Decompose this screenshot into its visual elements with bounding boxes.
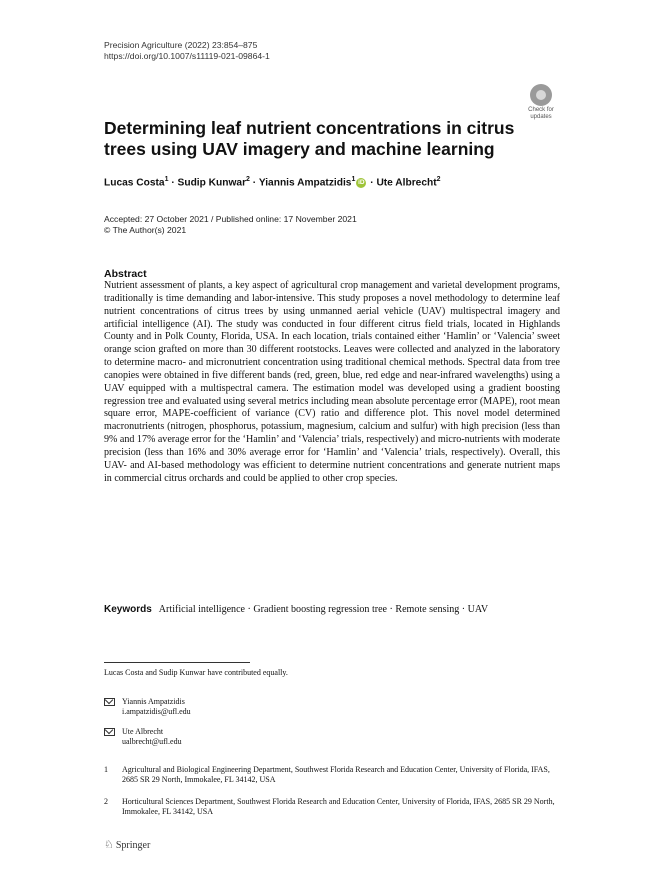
author-affiliation-mark: 2: [436, 176, 441, 183]
envelope-icon: [104, 698, 115, 706]
badge-label-1: Check for: [528, 107, 554, 113]
author-name[interactable]: Lucas Costa: [104, 177, 165, 189]
contact-email[interactable]: i.ampatzidis@ufl.edu: [122, 707, 191, 716]
author-affiliation-mark: 1: [164, 176, 169, 183]
contribution-note: Lucas Costa and Sudip Kunwar have contributed equally.: [104, 668, 288, 677]
author-list: [104, 176, 441, 188]
affiliation-number: 2: [104, 797, 108, 806]
contact-name: Ute Albrecht: [122, 727, 164, 736]
contact-email[interactable]: ualbrecht@ufl.edu: [122, 737, 182, 746]
author-name[interactable]: Ute Albrecht: [376, 177, 437, 189]
check-for-updates-icon: [530, 84, 552, 106]
keywords-label: Keywords: [104, 604, 152, 615]
journal-citation: [104, 40, 270, 62]
affiliation-entry: [104, 797, 560, 817]
doi-link[interactable]: https://doi.org/10.1007/s11119-021-09864-1: [104, 51, 270, 61]
author-affiliation-mark: 1: [351, 176, 356, 183]
author-name[interactable]: Sudip Kunwar: [177, 177, 247, 189]
copyright-line: © The Author(s) 2021: [104, 225, 187, 235]
keywords-section: [104, 604, 560, 617]
contact-name: Yiannis Ampatzidis: [122, 697, 185, 706]
affiliation-number: 1: [104, 765, 108, 774]
contact-entry: [104, 727, 560, 747]
orcid-icon[interactable]: iD: [358, 178, 365, 186]
accepted-published-line: Accepted: 27 October 2021 / Published online: 17 November 2021: [104, 214, 357, 224]
affiliation-entry: [104, 765, 560, 785]
envelope-icon: [104, 728, 115, 736]
publication-dates: [104, 214, 357, 236]
keywords-list: Artificial intelligence · Gradient boosting regression tree · Remote sensing · UAV: [158, 604, 489, 615]
journal-line: Precision Agriculture (2022) 23:854–875: [104, 40, 258, 50]
author-separator: ·: [249, 177, 259, 189]
affiliation-text: Horticultural Sciences Department, Southwest Florida Research and Education Center, University of Florida, IFAS, 2685 SR 29 North, Immokalee, FL 34142, USA: [122, 797, 555, 816]
publisher-name: Springer: [115, 840, 151, 851]
abstract-heading: Abstract: [104, 268, 147, 280]
badge-label-2: updates: [530, 114, 552, 120]
author-separator: ·: [168, 177, 178, 189]
keywords-spacer: [154, 604, 157, 615]
author-affiliation-mark: 2: [246, 176, 250, 183]
footnote-divider: [104, 662, 250, 663]
publisher-footer: [104, 838, 150, 851]
affiliation-text: Agricultural and Biological Engineering Department, Southwest Florida Research and Education Center, University of Florida, IFAS, 2685 SR 29 North, Immokalee, FL 34142, USA: [122, 765, 550, 784]
author-name[interactable]: Yiannis Ampatzidis: [258, 177, 352, 189]
article-title: Determining leaf nutrient concentrations in citrus trees using UAV imagery and machine learning: [104, 118, 515, 159]
contact-entry: [104, 697, 560, 717]
check-for-updates-badge[interactable]: [524, 84, 558, 120]
abstract-text: Nutrient assessment of plants, a key aspect of agricultural crop management and varietal development programs, traditionally is time demanding and labor-intensive. This study proposes a novel methodology to determine leaf nutrient concentrations of citrus trees by using unmanned aerial vehicle (UAV) multispectral imagery and artificial intelligence (AI). The study was conducted in four different citrus field trials, located in Highlands County and in Polk County, Florida, USA. In each location, trials contained either ‘Hamlin’ or ‘Valencia’ sweet orange scion grafted on more than 30 different rootstocks. Leaves were collected and analyzed in the laboratory to determine macro- and micronutrient concentration using traditional chemical methods. Spectral data from tree canopies were obtained in five different bands (red, green, blue, red edge and near-infrared wavelengths) using a UAV equipped with a multispectral camera. The estimation model was developed using a gradient boosting regression tree and evaluated using several metrics including mean absolute percentage error (MAPE), root mean square error, MAPE-coefficient of variance (CV) ratio and difference plot. This novel model determined macronutrients (nitrogen, phosphorus, potassium, magnesium, calcium and sulfur) with high precision (less than 9% and 17% average error for the ‘Hamlin’ and ‘Valencia’ trials, respectively) and micro-nutrients with moderate precision (less than 16% and 30% average error for ‘Hamlin’ and ‘Valencia’ trials, respectively). Overall, this UAV- and AI-based methodology was efficient to determine nutrient concentrations and generate nutrient maps in commercial citrus orchards and could be applied to other crop species.: [104, 280, 561, 484]
springer-horse-icon: ♘: [104, 839, 114, 851]
author-separator: ·: [367, 177, 377, 189]
